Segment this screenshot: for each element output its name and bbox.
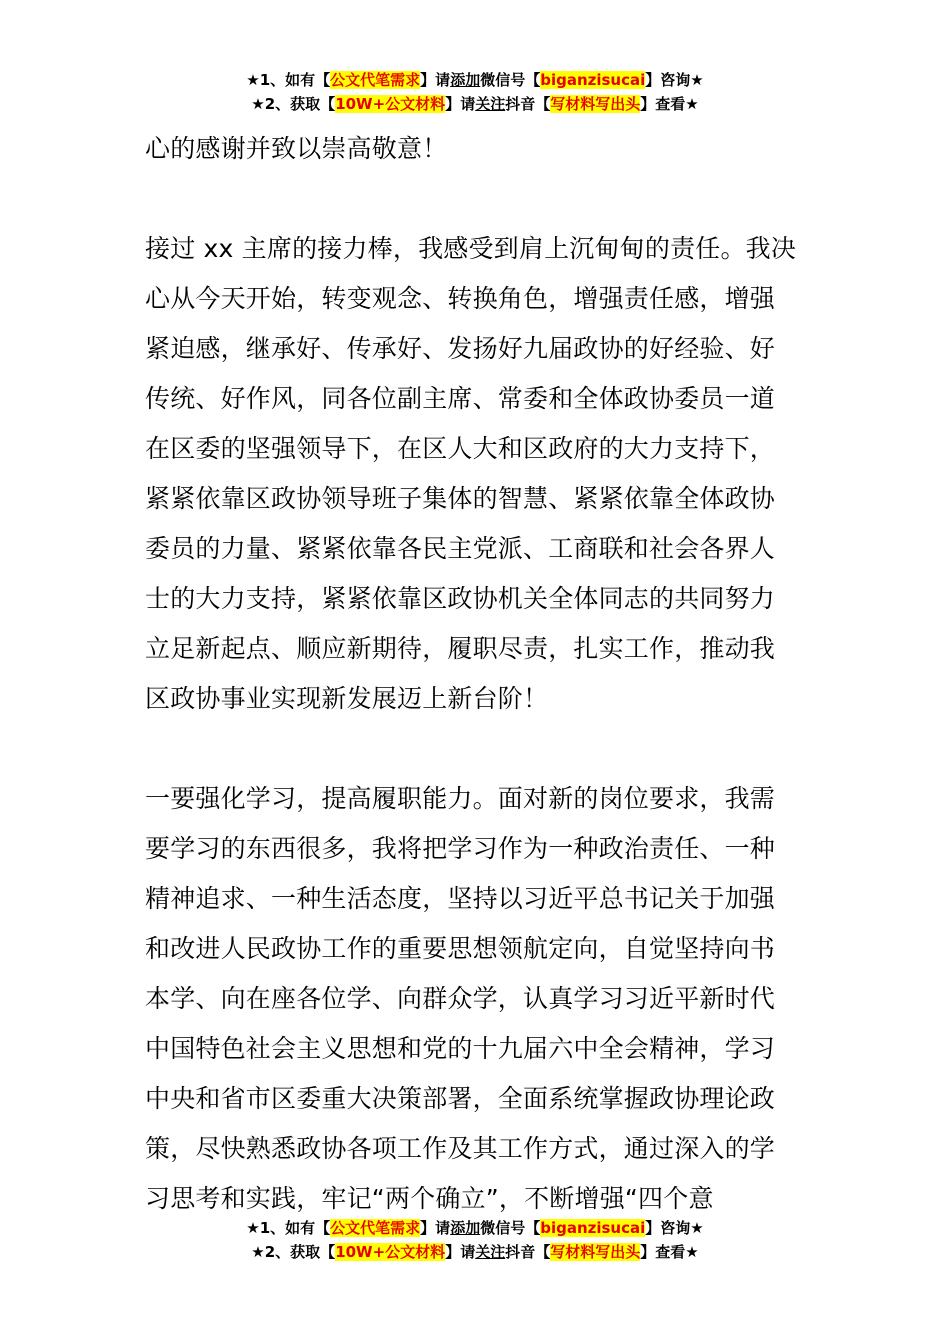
banner-underlined: 关注 [475,1243,506,1261]
banner-highlight: 公文代笔需求 [330,71,421,89]
banner-highlight: 10W+公文材料 [335,1243,446,1261]
body-line: 习思考和实践，牢记“两个确立”，不断增强“四个意 [145,1184,714,1213]
banner-highlight: biganzisucai [540,1219,646,1237]
banner-text: 】请 [445,1243,476,1261]
banner-text: 】咨询★ [645,71,704,89]
banner-highlight: 公文代笔需求 [330,1219,421,1237]
banner-text: 抖音【 [505,95,551,113]
banner-line-2 [0,92,950,116]
body-line: 精神追求、一种生活态度，坚持以习近平总书记关于加强 [145,884,776,913]
body-line: 区政协事业实现新发展迈上新台阶！ [145,684,549,713]
banner-text: 】请 [445,95,476,113]
banner-text: 】查看★ [640,95,699,113]
body-line: 心的感谢并致以崇高敬意！ [145,134,448,163]
banner-line-2 [0,1240,950,1264]
body-line: 本学、向在座各位学、向群众学，认真学习习近平新时代 [145,984,776,1013]
banner-highlight: 写材料写出头 [550,1243,641,1261]
body-line: 在区委的坚强领导下，在区人大和区政府的大力支持下， [145,434,776,463]
banner-highlight: biganzisucai [540,71,646,89]
paragraph-gap [145,174,811,224]
banner-text: ★1、如有【 [246,71,331,89]
banner-text: 抖音【 [505,1243,551,1261]
banner-text: 】咨询★ [645,1219,704,1237]
banner-highlight: 写材料写出头 [550,95,641,113]
body-line: 立足新起点、顺应新期待，履职尽责，扎实工作，推动我 [145,634,776,663]
banner-highlight: 10W+公文材料 [335,95,446,113]
banner-line-1 [0,68,950,92]
body-line: 接过 xx 主席的接力棒，我感受到肩上沉甸甸的责任。我决 [145,234,797,263]
body-line: 策，尽快熟悉政协各项工作及其工作方式，通过深入的学 [145,1134,776,1163]
banner-text: ★2、获取【 [251,95,336,113]
document-body [145,124,811,1224]
body-line: 传统、好作风，同各位副主席、常委和全体政协委员一道 [145,384,776,413]
footer-banner [0,1216,950,1264]
body-line: 中国特色社会主义思想和党的十九届六中全会精神，学习 [145,1034,776,1063]
body-line: 紧迫感，继承好、传承好、发扬好九届政协的好经验、好 [145,334,776,363]
banner-underlined: 添加 [450,1219,481,1237]
body-line: 中央和省市区委重大决策部署，全面系统掌握政协理论政 [145,1084,776,1113]
banner-underlined: 关注 [475,95,506,113]
banner-text: 】查看★ [640,1243,699,1261]
header-banner [0,68,950,116]
paragraph-gap [145,724,811,774]
body-line: 要学习的东西很多，我将把学习作为一种政治责任、一种 [145,834,776,863]
body-line: 和改进人民政协工作的重要思想领航定向，自觉坚持向书 [145,934,776,963]
body-line: 一要强化学习，提高履职能力。面对新的岗位要求，我需 [145,784,776,813]
body-line: 紧紧依靠区政协领导班子集体的智慧、紧紧依靠全体政协 [145,484,776,513]
banner-text: ★1、如有【 [246,1219,331,1237]
banner-text: 微信号【 [480,71,541,89]
body-line: 心从今天开始，转变观念、转换角色，增强责任感，增强 [145,284,776,313]
body-line: 委员的力量、紧紧依靠各民主党派、工商联和社会各界人 [145,534,776,563]
banner-line-1 [0,1216,950,1240]
banner-text: 微信号【 [480,1219,541,1237]
banner-text: 】请 [420,1219,451,1237]
banner-text: 】请 [420,71,451,89]
banner-text: ★2、获取【 [251,1243,336,1261]
body-line: 士的大力支持，紧紧依靠区政协机关全体同志的共同努力 [145,584,776,613]
banner-underlined: 添加 [450,71,481,89]
